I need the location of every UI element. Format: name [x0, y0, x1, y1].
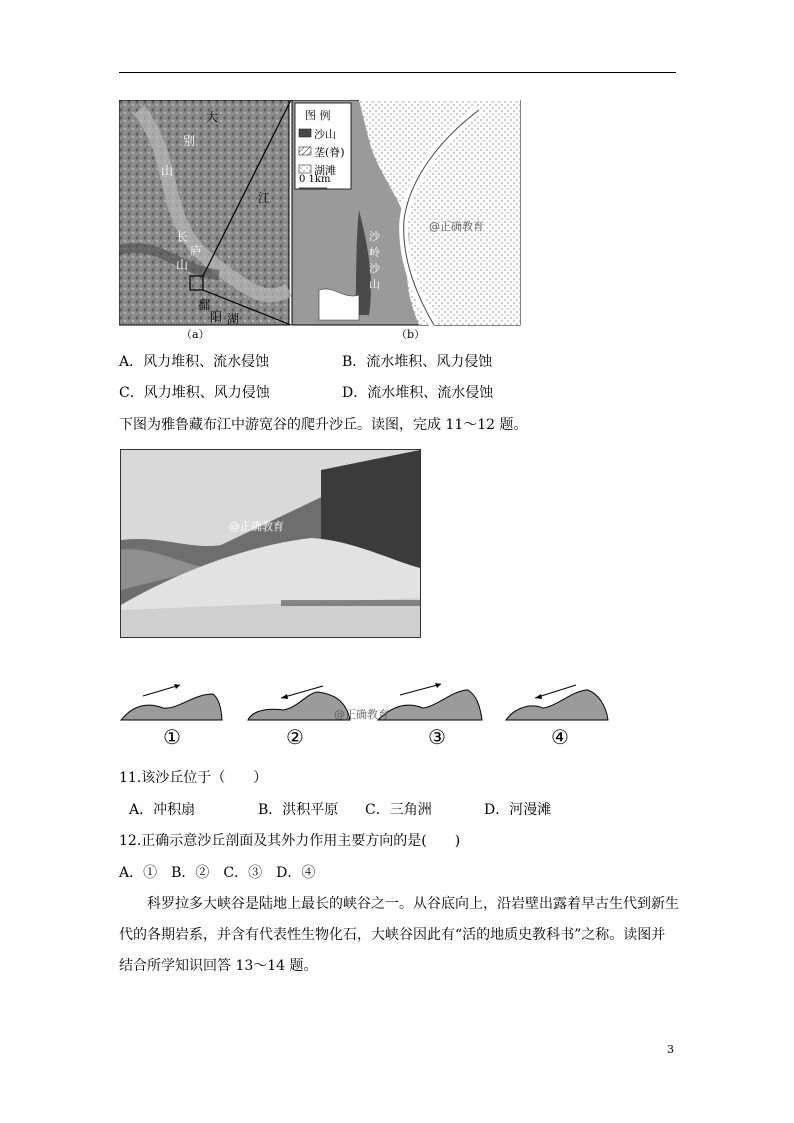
- sand-label-4: 山: [369, 278, 380, 291]
- map-a-label-lu-shan: 山: [176, 258, 189, 272]
- sand-label-3: 沙: [369, 262, 380, 275]
- profile-label-2: ②: [286, 725, 304, 749]
- paragraph-line-1: 科罗拉多大峡谷是陆地上最长的峡谷之一。从谷底向上，沿岩壁出露着早古生代到新生: [147, 896, 679, 912]
- legend-item-beach: 湖滩: [314, 164, 336, 177]
- figure-map: [119, 100, 521, 340]
- map-a-label-yang: 阳: [210, 310, 223, 324]
- q11-option-a: A．冲积扇: [129, 802, 196, 818]
- photo-watermark: @正确教育: [229, 520, 284, 533]
- profile-3: [378, 683, 482, 720]
- paragraph-line-3: 结合所学知识回答 13～14 题。: [119, 958, 318, 974]
- sand-label-2: 岭: [369, 246, 380, 259]
- map-b-caption: （b）: [396, 328, 426, 341]
- map-a-label-po: 鄱: [198, 298, 211, 312]
- map-a-label-shan: 山: [161, 164, 174, 178]
- legend-ridge-swatch: [299, 147, 311, 155]
- profile-label-3: ③: [428, 725, 446, 749]
- legend-scale: 0 1km: [299, 174, 331, 185]
- profile-label-1: ①: [163, 725, 181, 749]
- profile-4: [506, 685, 608, 720]
- q10-option-b: B．流水堆积、风力侵蚀: [342, 354, 493, 370]
- legend-sand-swatch: [299, 129, 311, 137]
- sand-label-1: 沙: [369, 230, 380, 243]
- q12-options: A．① B．② C．③ D．④: [119, 865, 316, 881]
- dune-photo: [120, 449, 421, 638]
- map-watermark: @正确教育: [429, 220, 484, 233]
- profile-label-4: ④: [551, 725, 569, 749]
- q11-stem: 11.该沙丘位于（ ）: [119, 770, 268, 786]
- map-a-label-lu: 庐: [190, 244, 203, 258]
- q10-option-a: A．风力堆积、流水侵蚀: [119, 354, 270, 370]
- map-a-label-hu: 湖: [227, 312, 240, 326]
- legend-beach-swatch: [299, 165, 311, 173]
- map-a-label-da: 大: [206, 110, 219, 124]
- dune-photo-svg: [121, 450, 420, 637]
- profile-diagrams: [118, 680, 618, 752]
- profile-watermark: @正确教育: [334, 708, 389, 721]
- intro-11-12: 下图为雅鲁藏布江中游宽谷的爬升沙丘。读图，完成 11～12 题。: [119, 417, 528, 433]
- map-a-label-chang: 长: [176, 230, 189, 244]
- q10-option-c: C．风力堆积、风力侵蚀: [119, 385, 270, 401]
- map-a-label-bie: 别: [183, 134, 196, 148]
- profile-1: [121, 684, 222, 720]
- q12-stem: 12.正确示意沙丘剖面及其外力作用主要方向的是( ): [119, 833, 461, 849]
- grand-canyon-paragraph: [119, 889, 679, 982]
- legend-item-sand: 沙山: [314, 128, 336, 141]
- map-a-caption: （a）: [181, 328, 210, 341]
- legend-item-ridge: 垄(脊): [314, 146, 345, 159]
- q11-option-c: C．三角洲: [365, 802, 432, 818]
- paragraph-line-2: 代的各期岩系，并含有代表性生物化石，大峡谷因此有“活的地质史教科书”之称。读图并: [119, 927, 666, 943]
- legend-title: 图 例: [305, 109, 331, 122]
- map-a: [119, 100, 291, 325]
- page-number: 3: [667, 1043, 674, 1056]
- q11-option-b: B．洪积平原: [258, 802, 339, 818]
- header-rule: [119, 72, 676, 73]
- map-a-label-jiang: 江: [258, 191, 271, 205]
- q10-option-d: D．流水堆积、流水侵蚀: [342, 385, 494, 401]
- q11-option-d: D．河漫滩: [484, 802, 552, 818]
